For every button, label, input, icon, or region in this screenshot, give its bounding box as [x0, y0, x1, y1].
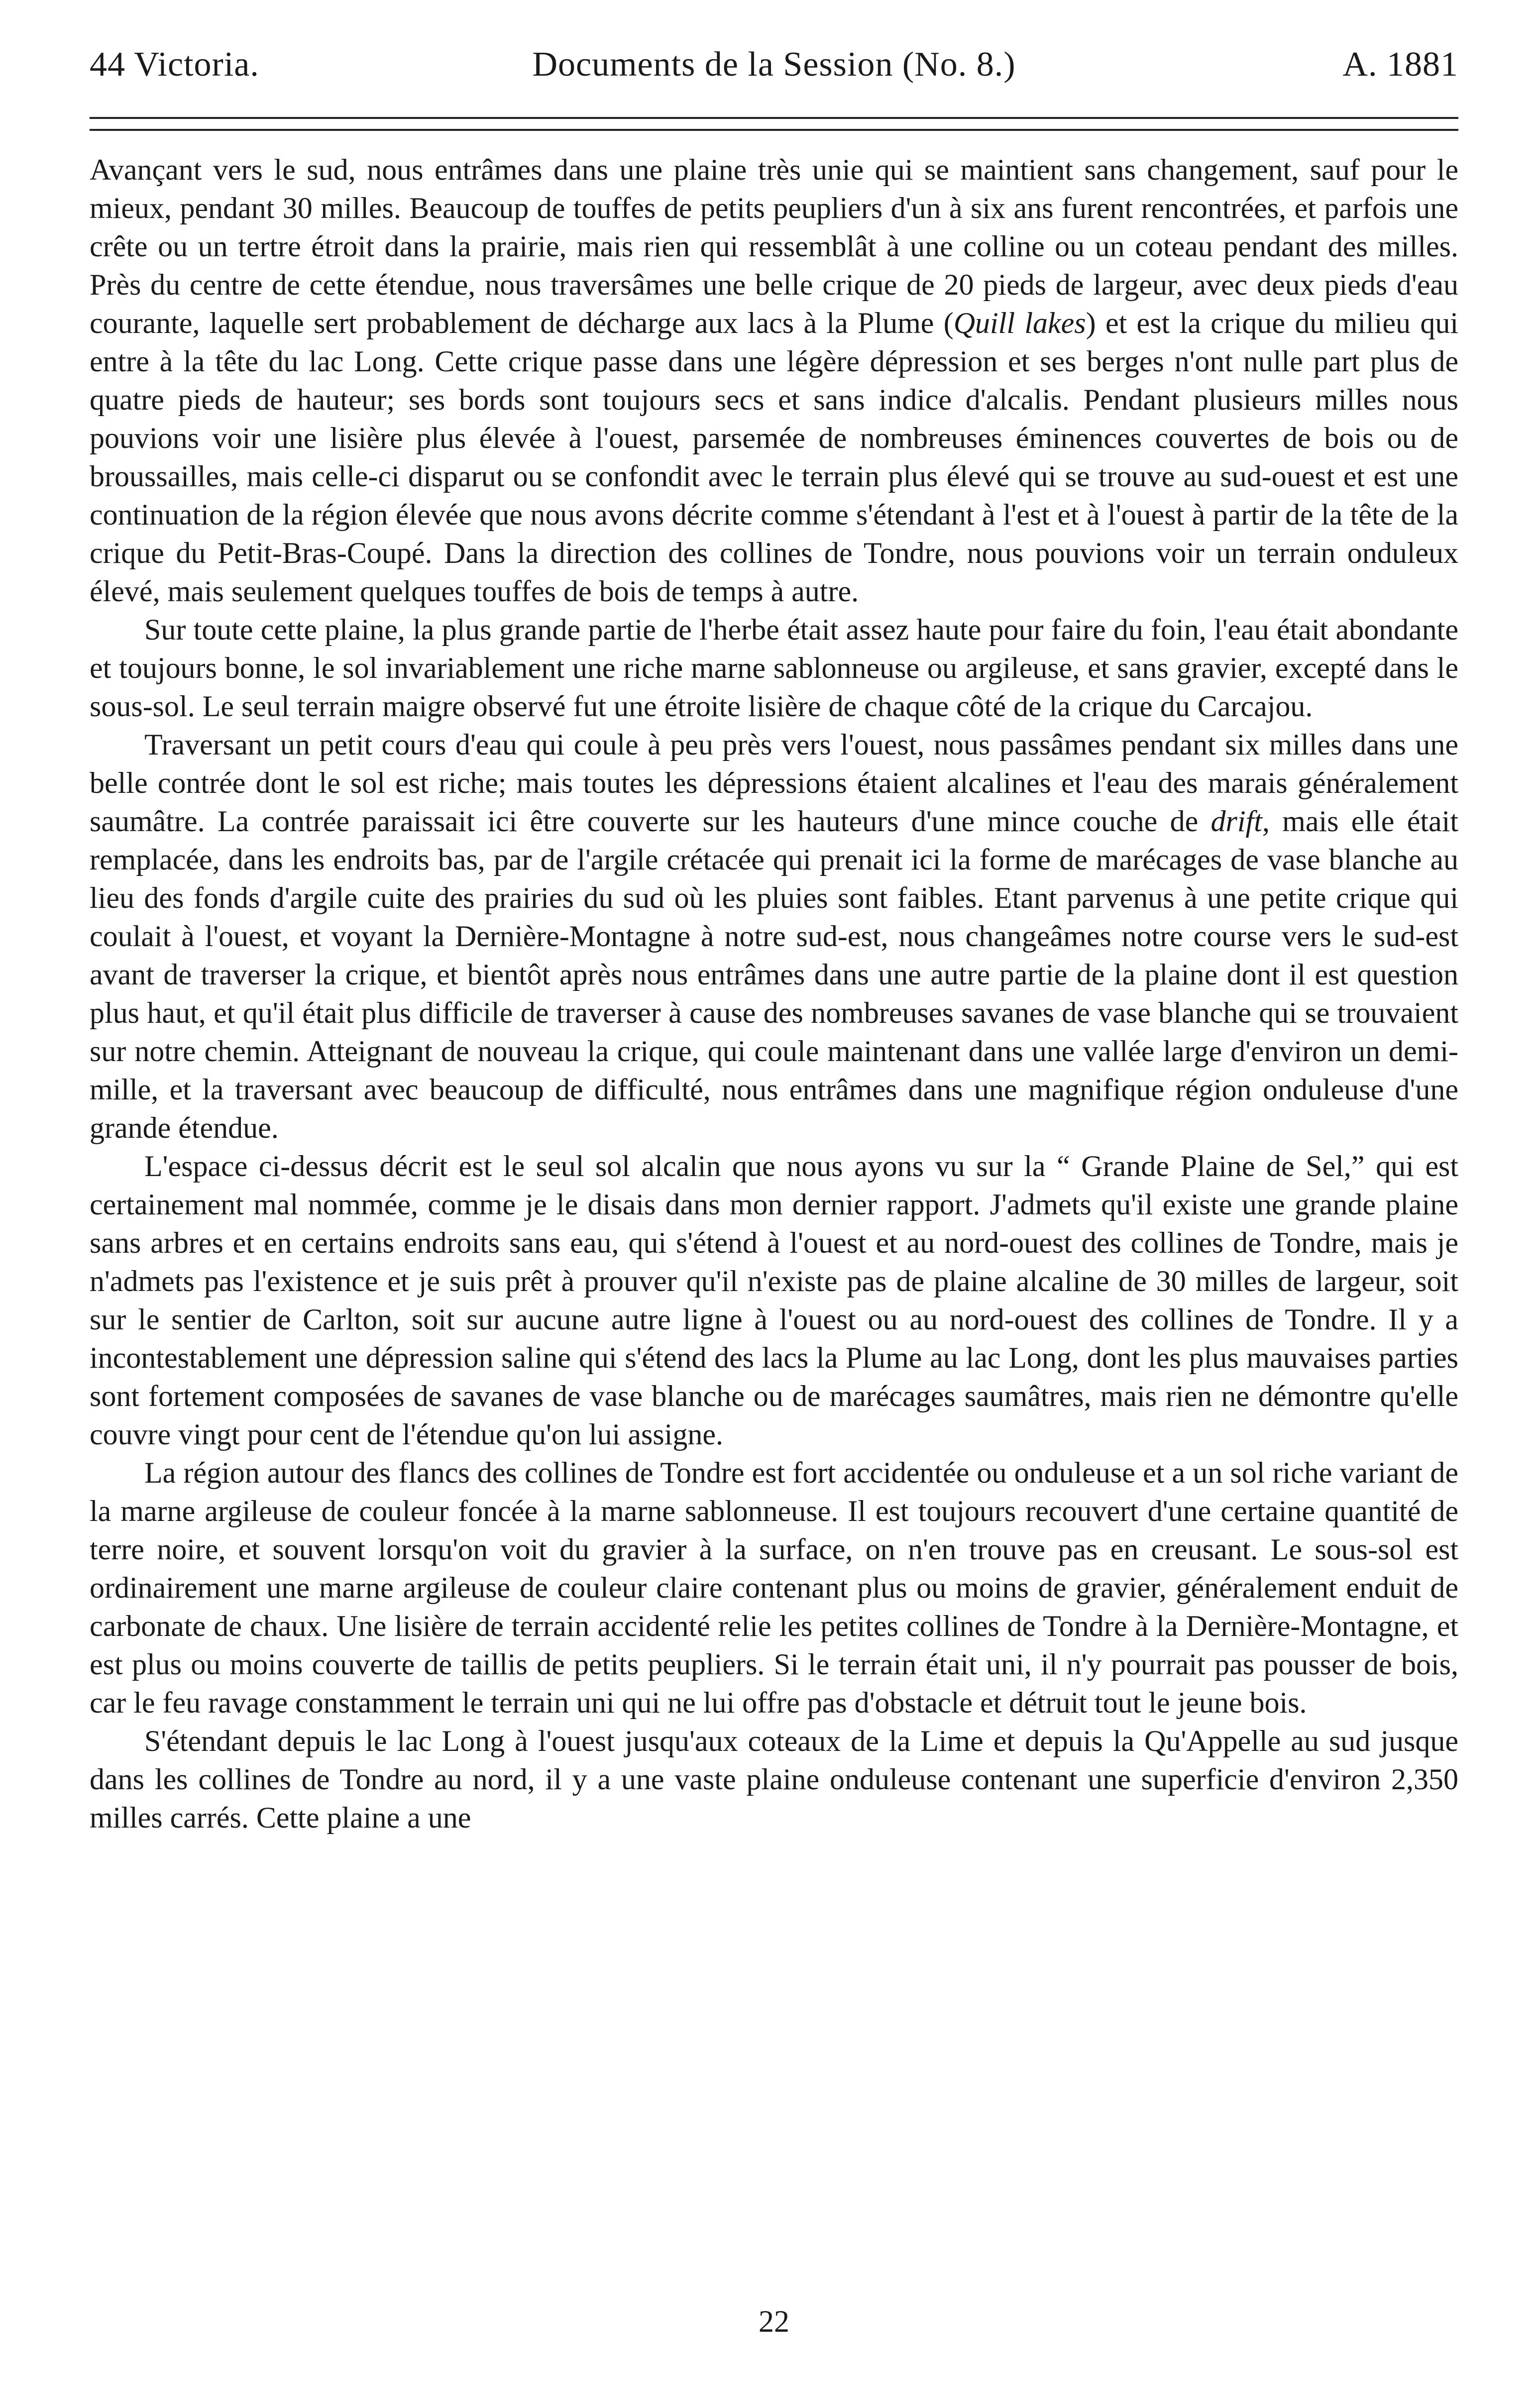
- paragraph-3-rest: , mais elle était remplacée, dans les endroits bas, par de l'argile crétacée qui prenait ici la forme de marécages de vase blanche au lieu des fonds d'argile cuite des prairies du sud où les pluies sont faibles. Etant parvenus à une petite crique qui coulait à l'ouest, et voyant la Dernière-Montagne à notre sud-est, nous changeâmes notre course vers le sud-est avant de traverser la crique, et bientôt après nous entrâmes dans une autre partie de la plaine dont il est question plus haut, et qu'il était plus difficile de traverser à cause des nombreuses savanes de vase blanche qui se trouvaient sur notre chemin. Atteignant de nouveau la crique, qui coule maintenant dans une vallée large d'environ un demi-mille, et la traversant avec beaucoup de difficulté, nous entrâmes dans une magnifique région onduleuse d'une grande étendue.: [90, 805, 1458, 1144]
- paragraph-2-text: Sur toute cette plaine, la plus grande partie de l'herbe était assez haute pour faire du foin, l'eau était abondante et toujours bonne, le sol invariablement une riche marne sablonneuse ou argileuse, et sans gravier, excepté dans le sous-sol. Le seul terrain maigre observé fut une étroite lisière de chaque côté de la crique du Carcajou.: [90, 613, 1458, 723]
- paragraph-4: [90, 1147, 1458, 1454]
- header-title: Documents de la Session (No. 8.): [532, 45, 1016, 84]
- header-volume: 44 Victoria.: [90, 45, 259, 84]
- paragraph-2: [90, 611, 1458, 726]
- paragraph-5-text: La région autour des flancs des collines de Tondre est fort accidentée ou onduleuse et a un sol riche variant de la marne argileuse de couleur foncée à la marne sablonneuse. Il est toujours recouvert d'une certaine quantité de terre noire, et souvent lorsqu'on voit du gravier à la surface, on n'en trouve pas en creusant. Le sous-sol est ordinairement une marne argileuse de couleur claire contenant plus ou moins de gravier, généralement enduit de carbonate de chaux. Une lisière de terrain accidenté relie les petites collines de Tondre à la Dernière-Montagne, et est plus ou moins couverte de taillis de petits peupliers. Si le terrain était uni, il n'y pourrait pas pousser de bois, car le feu ravage constamment le terrain uni qui ne lui offre pas d'obstacle et détruit tout le jeune bois.: [90, 1456, 1458, 1719]
- paragraph-3: [90, 726, 1458, 1147]
- page-number: 22: [759, 2305, 789, 2339]
- document-page: [90, 35, 1458, 2364]
- paragraph-4-text: L'espace ci-dessus décrit est le seul sol alcalin que nous ayons vu sur la “ Grande Plaine de Sel,” qui est certainement mal nommée, comme je le disais dans mon dernier rapport. J'admets qu'il existe une grande plaine sans arbres et en certains endroits sans eau, qui s'étend à l'ouest et au nord-ouest des collines de Tondre, mais je n'admets pas l'existence et je suis prêt à prouver qu'il n'existe pas de plaine alcaline de 30 milles de largeur, soit sur le sentier de Carlton, soit sur aucune autre ligne à l'ouest ou au nord-ouest des collines de Tondre. Il y a incontestablement une dépression saline qui s'étend des lacs la Plume au lac Long, dont les plus mauvaises parties sont fortement composées de savanes de vase blanche ou de marécages saumâtres, mais rien ne démontre qu'elle couvre vingt pour cent de l'étendue qu'on lui assigne.: [90, 1150, 1458, 1451]
- paragraph-1: [90, 151, 1458, 611]
- paragraph-5: [90, 1454, 1458, 1722]
- paragraph-6-text: S'étendant depuis le lac Long à l'ouest jusqu'aux coteaux de la Lime et depuis la Qu'Appelle au sud jusque dans les collines de Tondre au nord, il y a une vaste plaine onduleuse contenant une superficie d'environ 2,350 milles carrés. Cette plaine a une: [90, 1725, 1458, 1834]
- paragraph-6: [90, 1722, 1458, 1837]
- running-header: [90, 35, 1458, 95]
- paragraph-1-italic: Quill lakes: [953, 307, 1086, 339]
- header-double-rule: [90, 117, 1458, 131]
- header-year: A. 1881: [1342, 45, 1458, 84]
- paragraph-1-rest: ) et est la crique du milieu qui entre à la tête du lac Long. Cette crique passe dans une légère dépression et ses berges n'ont nulle part plus de quatre pieds de hauteur; ses bords sont toujours secs et sans indice d'alcalis. Pendant plusieurs milles nous pouvions voir une lisière plus élevée à l'ouest, parsemée de nombreuses éminences couvertes de bois ou de broussailles, mais celle-ci disparut ou se confondit avec le terrain plus élevé qui se trouve au sud-ouest et est une continuation de la région élevée que nous avons décrite comme s'étendant à l'est et à l'ouest à partir de la tête de la crique du Petit-Bras-Coupé. Dans la direction des collines de Tondre, nous pouvions voir un terrain onduleux élevé, mais seulement quelques touffes de bois de temps à autre.: [90, 307, 1458, 608]
- body-text: [90, 151, 1458, 1837]
- paragraph-3-text: Traversant un petit cours d'eau qui coule à peu près vers l'ouest, nous passâmes pendant six milles dans une belle contrée dont le sol est riche; mais toutes les dépressions étaient alcalines et l'eau des marais généralement saumâtre. La contrée paraissait ici être couverte sur les hauteurs d'une mince couche de: [90, 728, 1458, 838]
- paragraph-1-text: Avançant vers le sud, nous entrâmes dans une plaine très unie qui se maintient sans changement, sauf pour le mieux, pendant 30 milles. Beaucoup de touffes de petits peupliers d'un à six ans furent rencontrées, et parfois une crête ou un tertre étroit dans la prairie, mais rien qui ressemblât à une colline ou un coteau pendant des milles. Près du centre de cette étendue, nous traversâmes une belle crique de 20 pieds de largeur, avec deux pieds d'eau courante, laquelle sert probablement de décharge aux lacs à la Plume (: [90, 153, 1458, 339]
- paragraph-3-italic: drift: [1210, 805, 1262, 838]
